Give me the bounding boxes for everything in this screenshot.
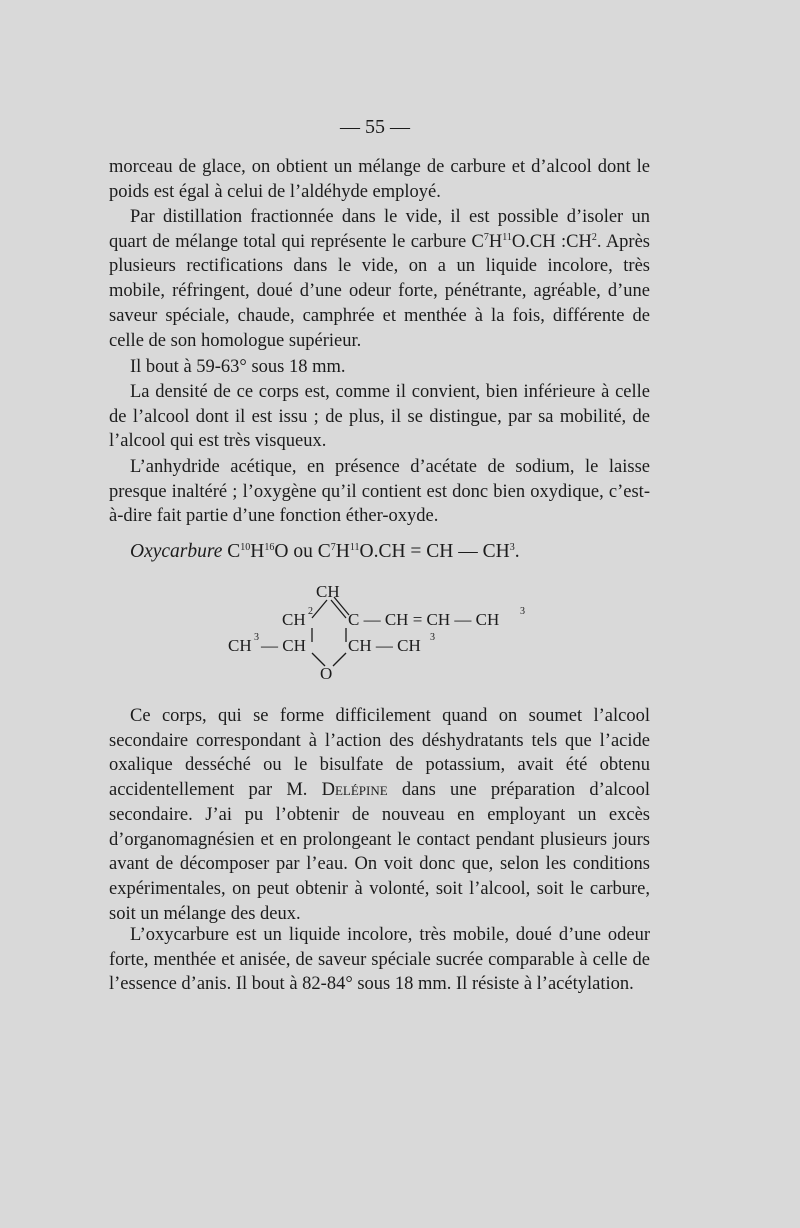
bond-lower-right xyxy=(333,653,346,666)
formula-oxygen: O xyxy=(320,664,333,683)
page-number: — 55 — xyxy=(340,116,410,138)
paragraph-density: La densité de ce corps est, comme il convient, bien inférieure à celle de l’alcool dont il est issu ; de plus, il se distingue, par sa mobilité, de l’alcool qui est très visqueux. xyxy=(109,382,650,452)
paragraph-oxycarbure-properties: L’oxycarbure est un liquide incolore, très mobile, doué d’une odeur forte, menthée et anisée, de saveur spéciale sucrée comparable à celle de l’essence d’anis. Il bout à 82-84° sous 18 mm. Il résiste à l’acétylation. xyxy=(109,925,650,995)
paragraph-ce-corps: Ce corps, qui se forme difficilement quand on soumet l’alcool secondaire correspondant à l’action des déshydratants tels que l’acide oxalique desséché ou le bisulfate de potassium, avait été obtenu accidentellement par M. Delépine dans une préparation d’alcool secondaire. J’ai pu l’obtenir de nouveau en employant un excès d’organomagnésien et en prolongeant le contact pendant plusieurs jours avant de décomposer par l’eau. On voit donc que, selon les conditions expérimentales, on peut obtenir à volonté, soit l’alcool, soit le carbure, soit un mélange des deux. xyxy=(109,706,650,924)
formula-right-upper-chain: C — CH = CH — CH xyxy=(348,610,500,629)
formula-right-lower-sub: 3 xyxy=(430,632,435,643)
oxycarbure-heading: Oxycarbure $C^{10}H^{16}O$ ou $C^7H^{11}O.CH$ = CH — $CH^3$. xyxy=(130,541,520,562)
paragraph-boiling-point: Il bout à 59-63° sous 18 mm. xyxy=(130,357,346,377)
paragraph-distillation: Par distillation fractionnée dans le vide, il est possible d’isoler un quart de mélange total qui représente le carbure $C^7H^{11}O.CH$ $:CH^2$. Après plusieurs rectifications dans le vide, on a un liquide incolore, très mobile, réfringent, doué d’une odeur forte, pénétrante, agréable, d’une saveur spéciale, chaude, camphrée et menthée à la fois, différente de celle de son homologue supérieur. xyxy=(109,207,650,351)
formula-top-ch: CH xyxy=(316,582,340,601)
formula-ch2-label: CH xyxy=(282,610,306,629)
paragraph-continuation: morceau de glace, on obtient un mélange de carbure et d’alcool dont le poids est égal à celui de l’aldéhyde employé. xyxy=(109,157,650,202)
formula-right-upper-sub: 3 xyxy=(520,606,525,617)
formula-left-lower-ch: — CH xyxy=(261,636,306,655)
oxycarbure-label: Oxycarbure xyxy=(130,541,223,562)
formula-ch3-label: CH xyxy=(228,636,252,655)
formula-ch2-sub: 2 xyxy=(308,606,313,617)
formula-ch3-sub: 3 xyxy=(254,632,259,643)
paragraph-anhydride: L’anhydride acétique, en présence d’acétate de sodium, le laisse presque inaltéré ; l’oxygène qu’il contient est donc bien oxydique, c’est-à-dire fait partie d’une fonction éther-oxyde. xyxy=(109,457,650,527)
bond-upper-left xyxy=(312,600,327,618)
author-name: Delépine xyxy=(321,780,388,801)
formula-right-lower-chain: CH — CH xyxy=(348,636,421,655)
bond-lower-left xyxy=(312,653,325,666)
